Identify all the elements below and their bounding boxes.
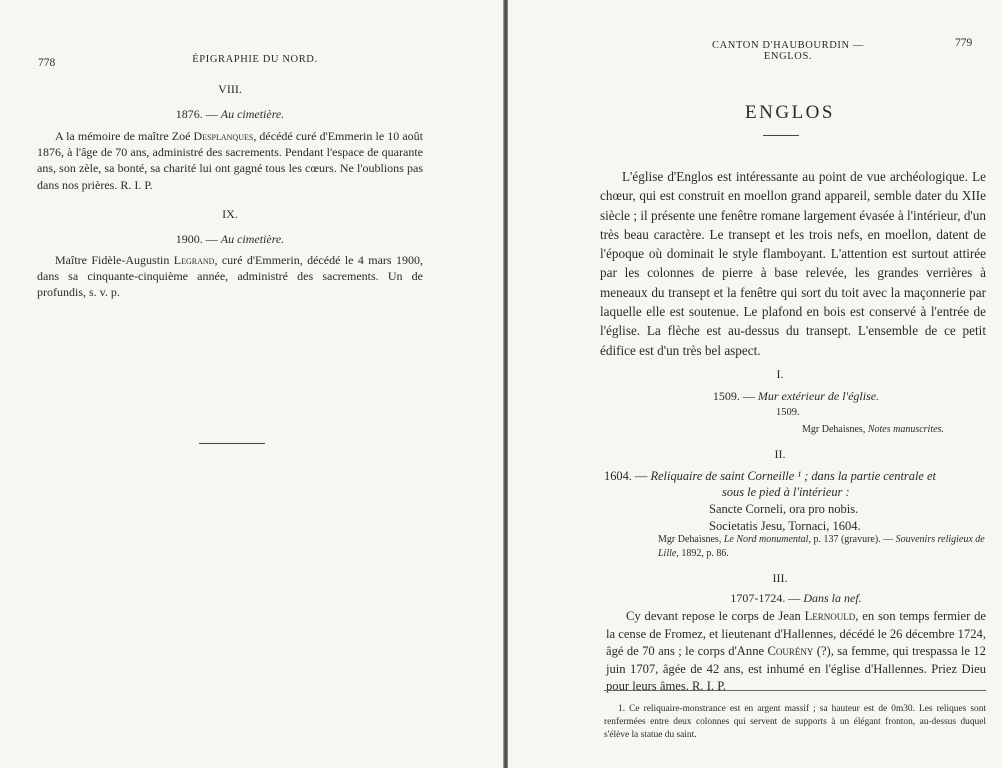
- dash: —: [202, 232, 221, 246]
- source-work: Souvenirs religieux de Lille: [658, 534, 985, 559]
- title-rule: [763, 135, 799, 136]
- section-date: 1604.: [604, 469, 632, 483]
- section-numeral: III.: [772, 571, 788, 585]
- person-name: Courény: [767, 644, 814, 658]
- source-detail: , 1892, p. 86.: [676, 548, 729, 559]
- source-citation: [658, 533, 988, 561]
- section-numeral: I.: [776, 367, 784, 381]
- text-fragment: , décédé curé d'Emmerin le 10 août 1876, à l'âge de 70 ans, administré des sacrements. Pendant l'espace de quarante ans, son zèle, sa bonté, sa charité lui ont gagné tous les cœurs. Ne l'oublions pas dans nos prières. R. I. P.: [37, 129, 423, 192]
- section-dateline: [616, 591, 976, 606]
- page-number: 778: [38, 57, 56, 69]
- inscription-line: Sancte Corneli, ora pro nobis.: [709, 502, 859, 516]
- section-date: 1876.: [175, 107, 203, 121]
- dateline-row-2: [604, 484, 989, 500]
- section-date: 1900.: [175, 232, 203, 246]
- text-fragment: , en son temps fermier de la cense de Fromez, et lieutenant d'Hallennes, décédé le 26 décembre 1724, âgé de 70 ans ; le corps d'Anne: [606, 609, 987, 658]
- section-location: Au cimetière.: [220, 107, 285, 121]
- person-name: Legrand: [173, 253, 215, 267]
- text-fragment: Maître Fidèle-Augustin: [55, 253, 174, 267]
- text-fragment: A la mémoire de maître Zoé: [55, 129, 194, 143]
- section-date: 1707-1724.: [730, 591, 786, 605]
- dash: —: [631, 469, 651, 483]
- source-work: Notes manuscrites.: [867, 424, 944, 435]
- section-dateline: [604, 468, 989, 500]
- footnote: 1. Ce reliquaire-monstrance est en argent massif ; sa hauteur est de 0m30. Les reliques sont renfermées entre deux colonnes qui servent de supports à un élégant fronton, au-dessus duquel s'élève la statue du saint.: [604, 704, 986, 740]
- running-header: CANTON D'HAUBOURDIN — ENGLOS.: [712, 40, 864, 62]
- end-rule: [199, 443, 265, 444]
- section-numeral: IX.: [222, 207, 238, 221]
- person-name: Lernould: [804, 609, 856, 623]
- section-dateline: [80, 107, 380, 122]
- section-text: [37, 252, 423, 301]
- inscription: [709, 501, 861, 534]
- section-dateline: [616, 389, 976, 404]
- intro-text: L'église d'Englos est intéressante au point de vue archéologique. Le chœur, qui est construit en moellon grand appareil, semble dater du XIIe siècle ; il présente une fenêtre romane largement évasée à l'intérieur, d'un très beau caractère. Le transept et les trois nefs, en moellon, datent de l'époque où dominait le style flamboyant. L'attention est surtout attirée par les colonnes de pierre à base relevée, les grandes verrières à meneaux du transept et la fenêtre qui sort du toit avec la maçonnerie par laquelle elle est soutenue. Le plafond en bois est conservé à l'entrée de l'église. La flèche est au-dessus du transept. L'ensemble de ce petit édifice est d'un très bel aspect.: [600, 169, 986, 358]
- dash: —: [785, 591, 804, 605]
- section-date: 1509.: [712, 389, 740, 403]
- inscription: 1509.: [776, 407, 800, 418]
- source-author: Mgr Dehaisnes,: [802, 424, 868, 435]
- source-citation: [802, 423, 944, 437]
- section-location: Au cimetière.: [220, 232, 285, 246]
- section-location: Mur extérieur de l'église.: [757, 389, 880, 403]
- section-location: Reliquaire de saint Corneille ¹ ; dans la partie centrale et: [650, 469, 936, 483]
- dateline-row-1: [604, 468, 989, 484]
- section-numeral: VIII.: [218, 82, 242, 96]
- section-text: [37, 128, 423, 193]
- section-text: [606, 608, 986, 696]
- page-title: ENGLOS: [745, 102, 835, 123]
- section-numeral: II.: [774, 447, 786, 461]
- running-header: ÉPIGRAPHIE DU NORD.: [192, 54, 318, 65]
- text-fragment: (?), sa femme, qui trespassa le 12 juin 1707, âgée de 42 ans, est inhumé en l'église d'Hallennes. Priez Dieu pour leurs âmes. R. I. P.: [606, 644, 986, 693]
- dash: —: [739, 389, 758, 403]
- footnote-rule: [604, 690, 986, 691]
- source-detail: , p. 137 (gravure). —: [808, 534, 896, 545]
- section-location: Dans la nef.: [803, 591, 862, 605]
- text-fragment: , curé d'Emmerin, décédé le 4 mars 1900, dans sa cinquante-cinquième année, administré des sacrements. Un de profundis, s. v. p.: [37, 253, 423, 300]
- inscription-line: Societatis Jesu, Tornaci, 1604.: [709, 518, 861, 533]
- page-number: 779: [955, 37, 973, 49]
- source-author: Mgr Dehaisnes,: [658, 534, 724, 545]
- right-page: [506, 0, 1002, 768]
- dash: —: [202, 107, 221, 121]
- text-fragment: Cy devant repose le corps de Jean: [626, 609, 805, 623]
- source-work: Le Nord monumental: [723, 534, 809, 545]
- section-location-cont: sous le pied à l'intérieur :: [722, 485, 850, 499]
- section-dateline: [80, 232, 380, 247]
- person-name: Desplanques: [193, 129, 254, 143]
